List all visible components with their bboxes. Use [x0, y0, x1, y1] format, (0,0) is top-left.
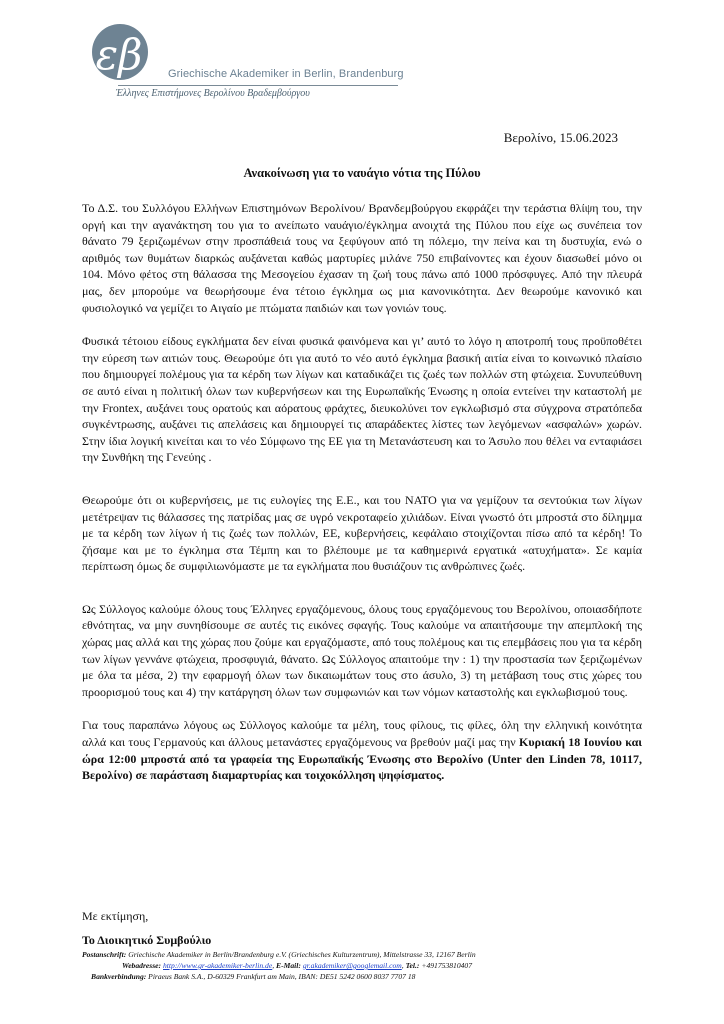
body-paragraph-1: Το Δ.Σ. του Συλλόγου Ελλήνων Επιστημόνων Βερολίνου/ Βρανδεμβούργου εκφράζει την τεράστια θλίψη του, την οργή και την αγανάκτηση του για το ανείπωτο ναυάγιο/έγκλημα ανοιχτά της Πύλου που είχε ως συνέπεια τον θάνατο 79 ξεριζωμένων στην προσπάθειά τους να ξεφύγουν από τη πόλεμο, την πείνα και τη δυστυχία, ενώ ο αριθμός των θυμάτων διαρκώς αυξάνεται καθώς μαρτυρίες μιλάνε 750 επιβαίνοντες και έχουν διασωθεί μόνο οι 104. Μόνο φέτος στη θάλασσα της Μεσογείου έχασαν τη ζωή τους πάνω από 1000 πρόσφυγες. Από την πλευρά μας, δεν μπορούμε να θεωρήσουμε ένα τέτοιο έγκλημα ως μια κανονικότητα. Δεν θεωρούμε κανονικό και φυσιολογικό να γεμίζει το Αιγαίο με πτώματα παιδιών και των γονιών τους.	[82, 201, 642, 315]
closing-salutation: Με εκτίμηση,	[82, 909, 149, 923]
letter-date: Βερολίνο, 15.06.2023	[503, 130, 618, 145]
signature-board: Το Διοικητικό Συμβούλιο	[82, 933, 212, 947]
call-to-action-intro: Για τους παραπάνω λόγους ως Σύλλογος καλούμε τα μέλη, τους φίλους, τις φίλες, όλη την ελληνική κοινότητα αλλά και τους Γερμανούς και άλλους μετανάστες εργαζόμενους να βρεθούν μαζί μας την	[82, 718, 642, 750]
tel-value: +491753810407	[421, 961, 473, 970]
email-link[interactable]: gr.akademiker@googlemail.com	[302, 961, 402, 970]
letter-footer	[82, 949, 642, 982]
announcement-title: Ανακοίνωση για το ναυάγιο νότια της Πύλου	[243, 166, 481, 180]
body-paragraph-2: Φυσικά τέτοιου είδους εγκλήματα δεν είναι φυσικά φαινόμενα και γι’ αυτό το λόγο η αποτροπή τους προϋποθέτει την εύρεση των αιτιών τους. Θεωρούμε ότι για αυτό το νέο αυτό έγκλημα βασική αιτία είναι το κοινωνικό πλαίσιο που δημιουργεί πολέμους για τα κέρδη των λίγων και καταδικάζει τις ζωές των πολλών στη φτώχεια. Συνυπεύθυνη σε αυτό είναι η πολιτική όλων των κυβερνήσεων και της Ευρωπαϊκής Ένωσης η οποία εντείνει την καταστολή με την Frontex, αυξάνει τους ορατούς και αόρατους φράχτες, διευκολύνει τον εγκλωβισμό στα σύγχρονα στρατόπεδα συγκέντρωσης, αυξάνει τις απελάσεις και δημιουργεί τις απαράδεκτες λίστες των λεγόμενων «ασφαλών» χωρών. Στην ίδια λογική κινείται και το νέο Σύμφωνο της ΕΕ για τη Μετανάστευση και το Άσυλο που θέλει να ενταφιάσει την Συνθήκη της Γενεύης .	[82, 334, 642, 465]
body-paragraph-3: Θεωρούμε ότι οι κυβερνήσεις, με τις ευλογίες της Ε.Ε., και του ΝΑΤΟ για να γεμίζουν τα σεντούκια των λίγων μετέτρεψαν τις θάλασσες της πατρίδας μας σε υγρό νεκροταφείο χιλιάδων. Είναι γνωστό ότι μπροστά στο δίλημμα με τα κέρδη των λίγων ή τις ζωές των πολλών, ΕΕ, κυβερνήσεις, κεφάλαιο στοιχίζονται πίσω από τα κέρδη! Το ζήσαμε και με το έγκλημα στα Τέμπη και το βλέπουμε με τα καθημερινά εργατικά «ατυχήματα». Σε καμία περίπτωση όμως δε συμφιλιωνόμαστε με τα εγκλήματα που θυσιάζουν τις ανθρώπινες ζωές.	[82, 492, 642, 574]
organization-name-greek: Έλληνες Επιστήμονες Βερολίνου Βραδεμβούργου	[116, 88, 310, 99]
footer-bank	[82, 971, 642, 982]
body-paragraph-5	[82, 717, 642, 783]
website-link[interactable]: http://www.gr-akademiker-berlin.de	[163, 961, 273, 970]
tel-label: Tel.:	[405, 961, 420, 970]
logo-letters: εβ	[95, 30, 143, 79]
footer-postal-address	[82, 949, 642, 960]
footer-contact: Webadresse: http://www.gr-akademiker-berlin.de, E-Mail: gr.akademiker@googlemail.com, Tel.: +491753810407	[122, 961, 473, 970]
body-paragraph-4: Ως Σύλλογος καλούμε όλους τους Έλληνες εργαζόμενους, όλους τους εργαζόμενους του Βερολίνου, οποιασδήποτε εθνότητας, να μην συνηθίσουμε σε αυτές τις εικόνες σφαγής. Τους καλούμε να απαιτήσουμε την απεμπλοκή της χώρας μας αλλά και της χώρας που ζούμε και εργαζόμαστε, από τους πολέμους και τις επεμβάσεις που για τα κέρδη των λίγων γεννάνε φτώχεια, προσφυγιά, θάνατο. Ως Σύλλογος απαιτούμε την : 1) την προστασία των ξεριζωμένων με όλα τα μέσα, 2) την εφαρμογή όλων των δικαιωμάτων τους στο άσυλο, 3) τη μετάβαση τους στις χώρες του προορισμού τους και 4) την κατάργηση όλων των συμφωνιών και των νόμων καταστολής και εγκλωβισμού τους.	[82, 601, 642, 699]
postanschrift-label: Postanschrift:	[82, 950, 127, 959]
organization-name: Griechische Akademiker in Berlin, Brandenburg	[168, 68, 404, 80]
letterhead-divider	[118, 85, 398, 86]
bank-value: Piraeus Bank S.A., D-60329 Frankfurt am Main, IBAN: DE51 5242 0600 8037 7707 18	[146, 972, 416, 981]
protest-details: Κυριακή 18 Ιουνίου και ώρα 12:00 μπροστά από τα γραφεία της Ευρωπαϊκής Ένωσης στο Βερολίνο (Unter den Linden 78, 10117, Βερολίνο) σε παράσταση διαμαρτυρίας και τοιχοκόλληση ψηφίσματος.	[82, 735, 642, 783]
email-label: E-Mail:	[276, 961, 301, 970]
letter-body	[82, 200, 642, 801]
bank-label: Bankverbindung:	[91, 972, 147, 981]
postanschrift-value: Griechische Akademiker in Berlin/Brandenburg e.V. (Griechisches Kulturzentrum), Mittelstrasse 33, 12167 Berlin	[126, 950, 476, 959]
webadresse-label: Webadresse:	[122, 961, 162, 970]
